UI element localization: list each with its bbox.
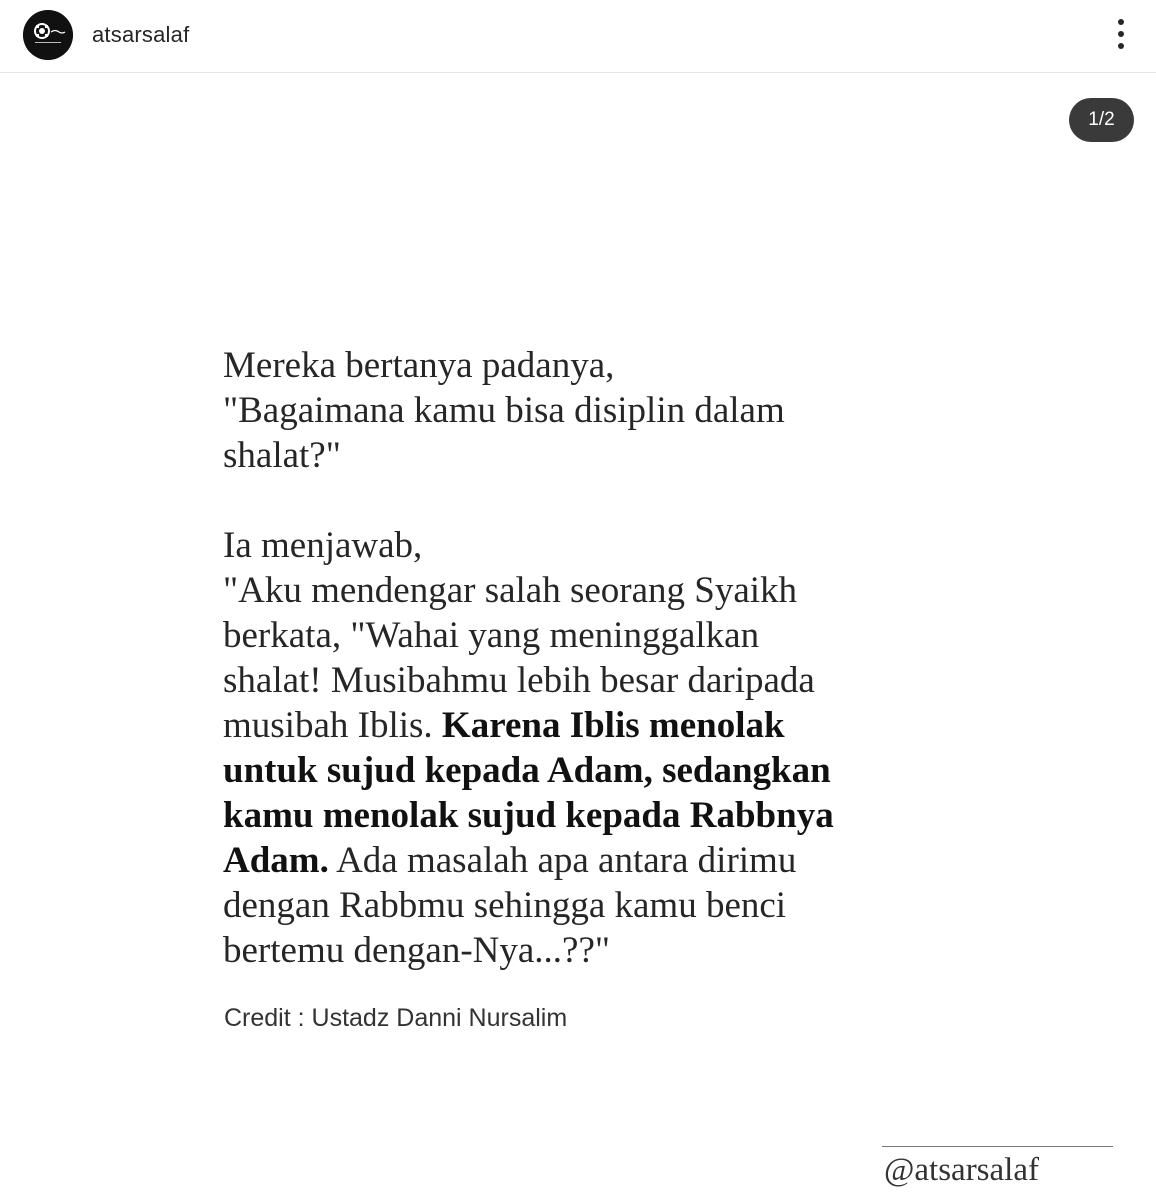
text-line: shalat! Musibahmu lebih besar daripada	[223, 660, 815, 701]
text-line	[223, 703, 983, 748]
watermark-divider	[882, 1146, 1113, 1147]
profile-avatar[interactable]	[23, 10, 73, 60]
text-line: bertemu dengan-Nya...??"	[223, 930, 610, 971]
text-line: Mereka bertanya padanya,	[223, 345, 615, 386]
text-regular: Ada masalah apa antara dirimu	[328, 840, 797, 881]
username[interactable]: atsarsalaf	[92, 22, 190, 47]
text-line: shalat?"	[223, 435, 341, 476]
text-line: "Aku mendengar salah seorang Syaikh	[223, 570, 798, 611]
text-line: dengan Rabbmu sehingga kamu benci	[223, 885, 787, 926]
post-quote-text	[223, 343, 983, 973]
avatar-logo-icon	[23, 10, 73, 60]
text-bold: Karena Iblis menolak	[441, 705, 785, 746]
post-header	[0, 0, 1156, 73]
credit-text: Credit : Ustadz Danni Nursalim	[224, 1004, 568, 1032]
text-line: berkata, "Wahai yang meninggalkan	[223, 615, 760, 656]
more-vertical-icon	[1118, 43, 1124, 49]
text-line-bold: untuk sujud kepada Adam, sedangkan	[223, 750, 831, 791]
carousel-page-indicator: 1/2	[1069, 98, 1134, 142]
watermark-handle: @atsarsalaf	[884, 1152, 1039, 1188]
text-bold: Adam.	[223, 840, 329, 881]
text-line: Ia menjawab,	[223, 525, 423, 566]
text-line: "Bagaimana kamu bisa disiplin dalam	[223, 390, 785, 431]
more-options-button[interactable]	[1104, 14, 1138, 54]
text-line	[223, 838, 983, 883]
more-vertical-icon	[1118, 19, 1124, 25]
more-vertical-icon	[1118, 31, 1124, 37]
text-regular: musibah Iblis.	[223, 705, 442, 746]
text-line-bold: kamu menolak sujud kepada Rabbnya	[223, 795, 834, 836]
